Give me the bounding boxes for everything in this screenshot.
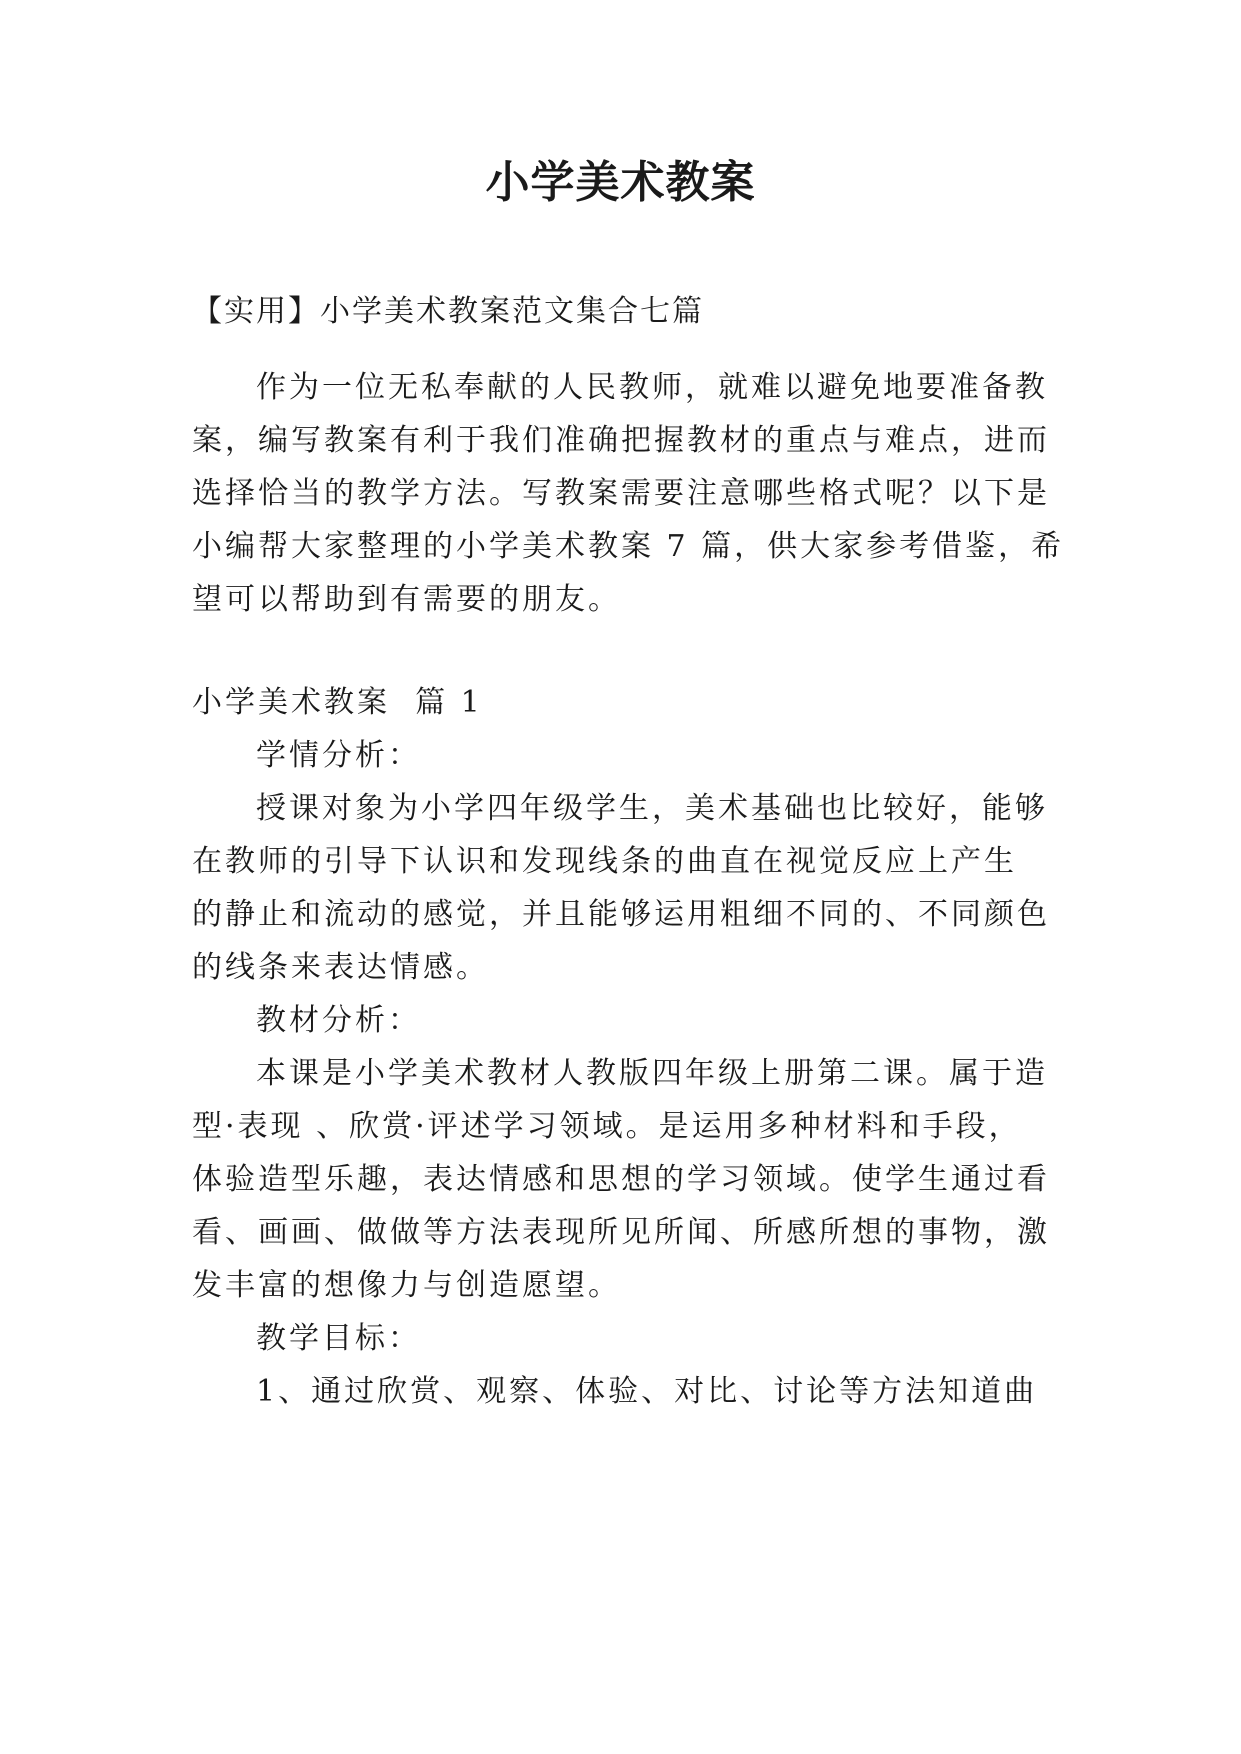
intro-line: 选择恰当的教学方法。写教案需要注意哪些格式呢？以下是 (192, 476, 1050, 511)
paragraph-line: 发丰富的想像力与创造愿望。 (192, 1268, 621, 1303)
paragraph-line: 本课是小学美术教材人教版四年级上册第二课。属于造 (256, 1056, 1048, 1091)
document-subtitle: 【实用】小学美术教案范文集合七篇 (192, 294, 704, 329)
paragraph-line: 看、画画、做做等方法表现所见所闻、所感所想的事物，激 (192, 1215, 1050, 1250)
paragraph-line: 的静止和流动的感觉，并且能够运用粗细不同的、不同颜色 (192, 897, 1050, 932)
document-title: 小学美术教案 (485, 157, 756, 208)
intro-line: 案，编写教案有利于我们准确把握教材的重点与难点，进而 (192, 423, 1050, 458)
paragraph-line: 体验造型乐趣，表达情感和思想的学习领域。使学生通过看 (192, 1162, 1050, 1197)
paragraph-line: 在教师的引导下认识和发现线条的曲直在视觉反应上产生 (192, 844, 1017, 879)
intro-line: 望可以帮助到有需要的朋友。 (192, 582, 621, 617)
paragraph-line: 1、通过欣赏、观察、体验、对比、讨论等方法知道曲 (256, 1374, 1038, 1409)
paragraph-line: 的线条来表达情感。 (192, 950, 489, 985)
paragraph-line: 型·表现 、欣赏·评述学习领域。是运用多种材料和手段， (192, 1109, 1022, 1144)
label-material-analysis: 教材分析： (256, 1003, 421, 1038)
section-heading: 小学美术教案 篇 1 (192, 685, 483, 720)
label-teaching-goals: 教学目标： (256, 1321, 421, 1356)
label-learning-analysis: 学情分析： (256, 738, 421, 773)
intro-line: 小编帮大家整理的小学美术教案 7 篇，供大家参考借鉴，希 (192, 529, 1065, 564)
intro-line: 作为一位无私奉献的人民教师，就难以避免地要准备教 (256, 370, 1048, 405)
paragraph-line: 授课对象为小学四年级学生，美术基础也比较好，能够 (256, 791, 1048, 826)
